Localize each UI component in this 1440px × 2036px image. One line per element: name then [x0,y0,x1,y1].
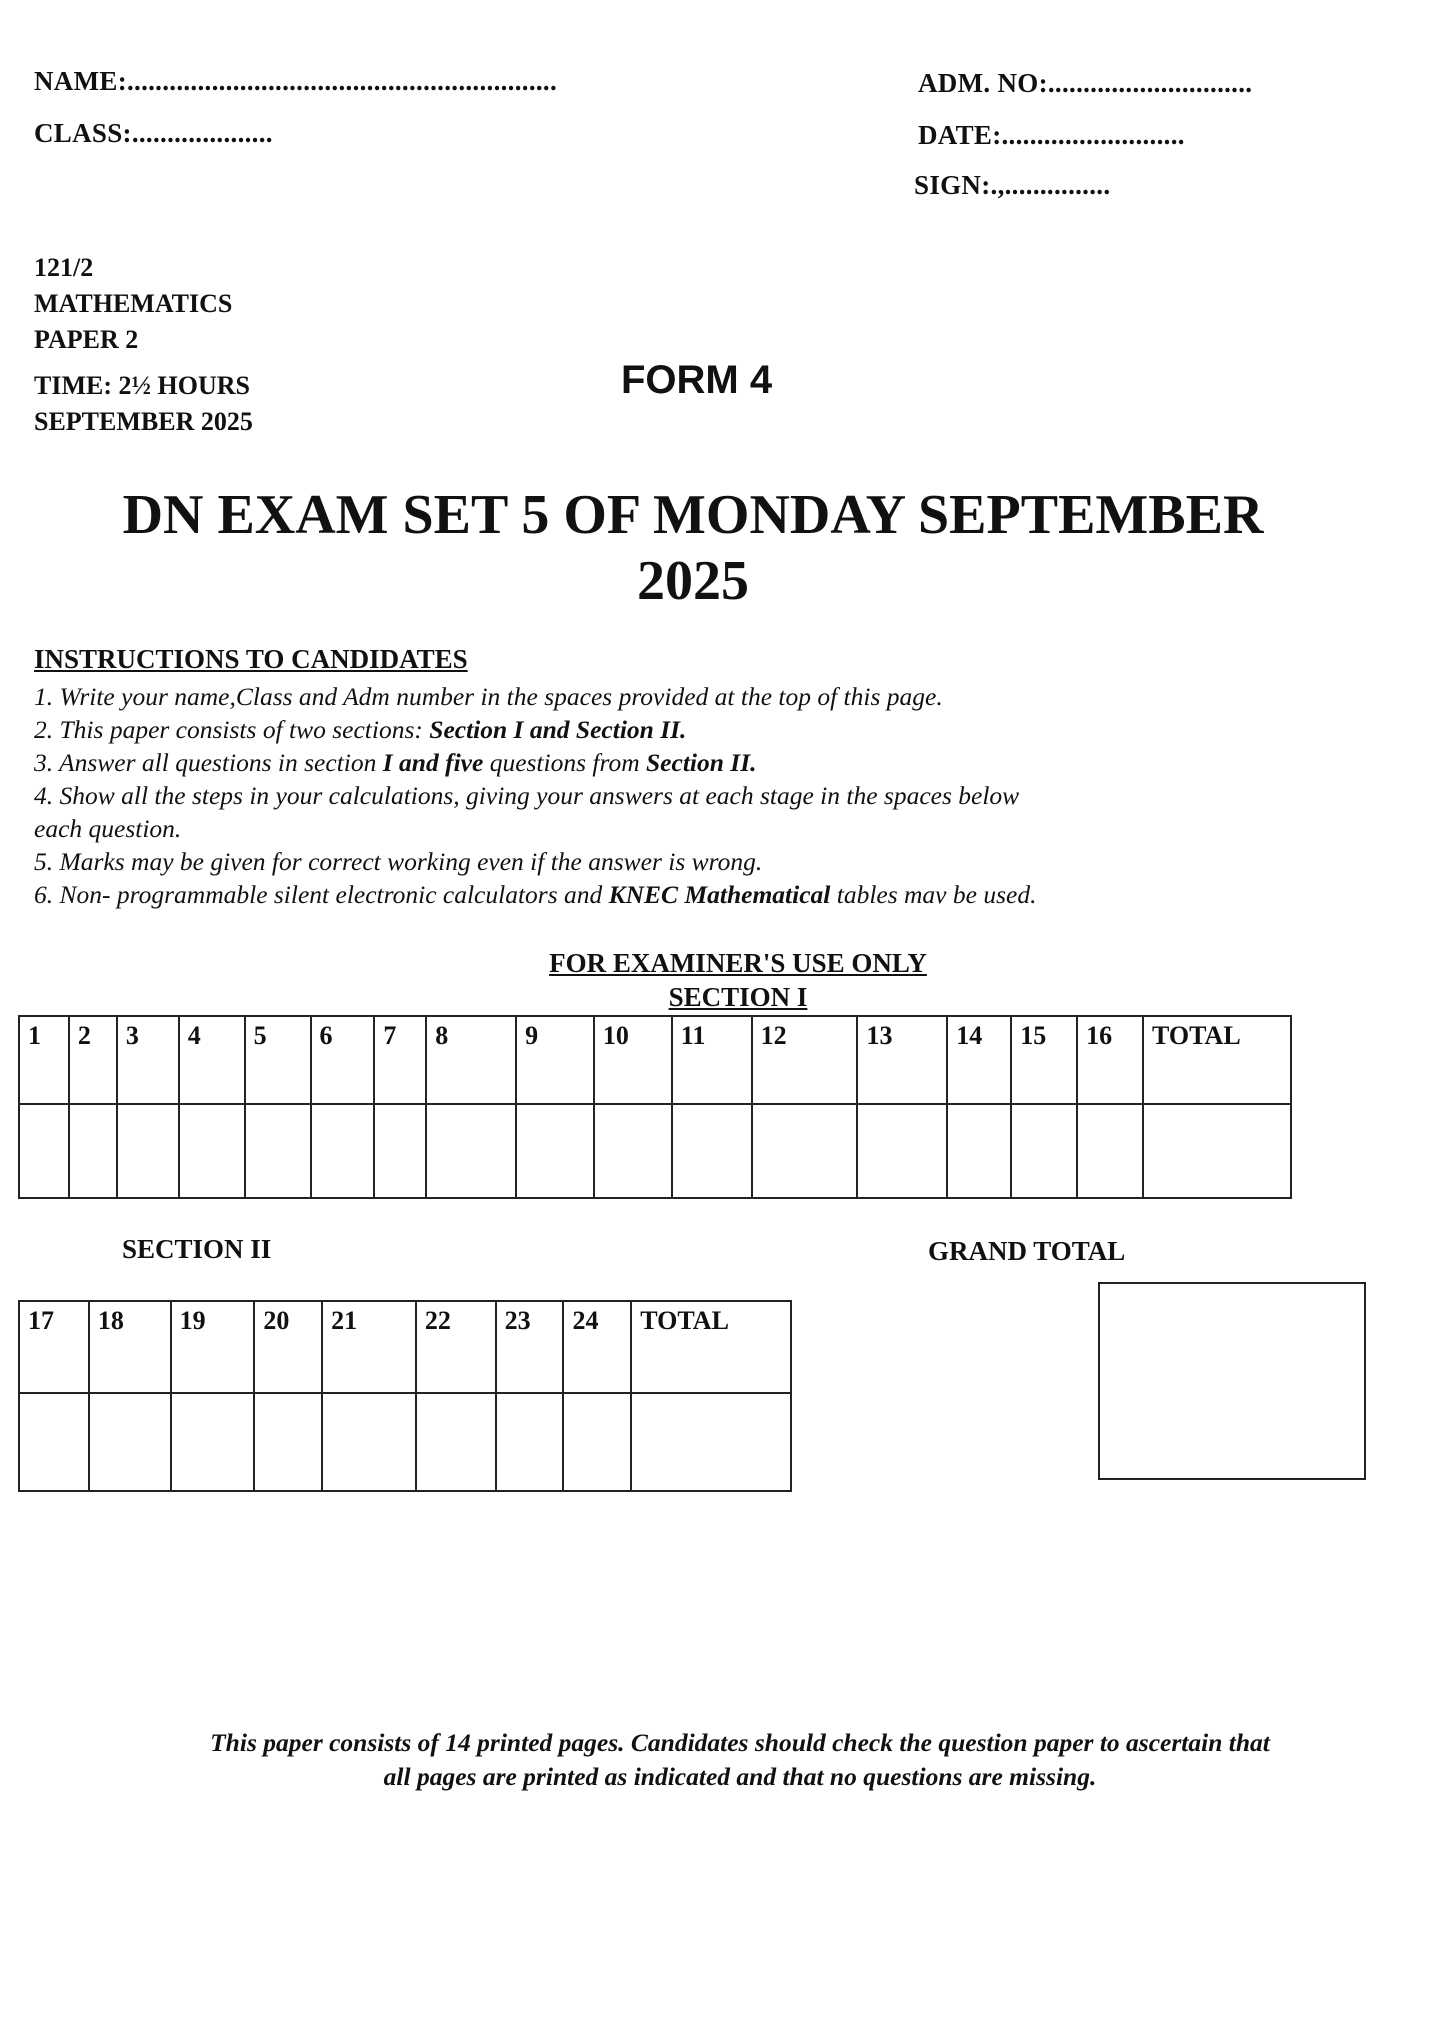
grand-total-label: GRAND TOTAL [928,1236,1126,1266]
footer-line-1: This paper consists of 14 printed pages. Candidates should check the question paper to ascertain that [210,1728,1270,1757]
section1-col-13: 13 [857,1016,947,1104]
instruction-2-bold: Section I and Section II. [429,715,687,744]
section1-score-cell-11[interactable] [672,1104,752,1198]
sign-field[interactable]: SIGN:.,............... [914,170,1111,200]
section2-score-cell-22[interactable] [416,1393,496,1491]
form-level: FORM 4 [621,358,773,402]
section1-col-12: 12 [752,1016,858,1104]
instruction-3 [34,746,1364,779]
section1-score-cell-total[interactable] [1143,1104,1291,1198]
grand-total-box[interactable] [1098,1282,1366,1480]
section2-score-cell-19[interactable] [171,1393,255,1491]
instruction-6 [34,878,1364,911]
instruction-1: 1. Write your name,Class and Adm number in the spaces provided at the top of this page. [34,682,943,711]
section2-col-21: 21 [322,1301,416,1393]
section1-score-cell-10[interactable] [594,1104,672,1198]
section2-score-cell-total[interactable] [631,1393,791,1491]
section1-score-cell-16[interactable] [1077,1104,1143,1198]
section2-score-cell-21[interactable] [322,1393,416,1491]
section1-col-total: TOTAL [1143,1016,1291,1104]
section-1-score-row [19,1104,1291,1198]
section1-col-6: 6 [311,1016,375,1104]
paper-meta [34,250,232,358]
section1-score-cell-9[interactable] [516,1104,594,1198]
section2-col-18: 18 [89,1301,171,1393]
instruction-5: 5. Marks may be given for correct working even if the answer is wrong. [34,847,763,876]
section1-col-4: 4 [179,1016,245,1104]
exam-title [0,482,1386,614]
section1-score-cell-5[interactable] [245,1104,311,1198]
section1-col-11: 11 [672,1016,752,1104]
section1-score-cell-13[interactable] [857,1104,947,1198]
subject: MATHEMATICS [34,289,233,318]
section2-score-cell-23[interactable] [496,1393,564,1491]
section1-score-cell-12[interactable] [752,1104,858,1198]
section2-col-24: 24 [563,1301,631,1393]
footer-line-2: all pages are printed as indicated and that no questions are missing. [383,1762,1097,1791]
section1-score-cell-15[interactable] [1011,1104,1077,1198]
section1-col-7: 7 [374,1016,426,1104]
section1-col-2: 2 [69,1016,117,1104]
instructions-heading: INSTRUCTIONS TO CANDIDATES [34,644,468,674]
section1-score-cell-3[interactable] [117,1104,179,1198]
time-meta [34,368,253,440]
section1-score-cell-8[interactable] [426,1104,516,1198]
section1-col-9: 9 [516,1016,594,1104]
section2-score-cell-24[interactable] [563,1393,631,1491]
section-2-score-row [19,1393,791,1491]
instruction-2 [34,713,1364,746]
instruction-3-text: 3. Answer all questions in section [34,748,383,777]
section2-col-22: 22 [416,1301,496,1393]
section1-score-cell-7[interactable] [374,1104,426,1198]
class-field[interactable]: CLASS:.................... [34,118,273,148]
section1-col-16: 16 [1077,1016,1143,1104]
paper-number: PAPER 2 [34,325,139,354]
section-2-label: SECTION II [122,1234,272,1264]
footer-note [0,1726,1440,1794]
adm-no-field[interactable]: ADM. NO:............................. [918,68,1253,98]
section-1-table [18,1015,1292,1199]
section2-col-total: TOTAL [631,1301,791,1393]
duration: TIME: 2½ HOURS [34,371,250,400]
instruction-4a: 4. Show all the steps in your calculations, giving your answers at each stage in the spaces below [34,781,1020,810]
section1-score-cell-2[interactable] [69,1104,117,1198]
date-field[interactable]: DATE:.......................... [918,120,1185,150]
section1-col-1: 1 [19,1016,69,1104]
exam-month: SEPTEMBER 2025 [34,407,253,436]
instruction-3-bold: I and five [382,748,484,777]
section2-score-cell-18[interactable] [89,1393,171,1491]
paper-code: 121/2 [34,253,94,282]
section-2-table [18,1300,792,1492]
section2-col-19: 19 [171,1301,255,1393]
section2-col-20: 20 [254,1301,322,1393]
section1-score-cell-4[interactable] [179,1104,245,1198]
exam-title-line2: 2025 [637,550,749,612]
section1-score-cell-14[interactable] [947,1104,1011,1198]
instruction-3-text2: questions from [483,748,646,777]
section2-col-23: 23 [496,1301,564,1393]
name-field[interactable]: NAME:............................................................. [34,66,558,96]
instruction-3-bold2: Section II. [646,748,757,777]
section1-score-cell-6[interactable] [311,1104,375,1198]
section2-score-cell-20[interactable] [254,1393,322,1491]
instruction-6-text2: tables mav be used. [830,880,1037,909]
section1-col-15: 15 [1011,1016,1077,1104]
instructions-list [34,680,1364,911]
examiner-heading: FOR EXAMINER'S USE ONLY [549,948,927,978]
instruction-2-text: 2. This paper consists of two sections: [34,715,430,744]
section1-col-14: 14 [947,1016,1011,1104]
section-2-header-row [19,1301,791,1393]
instruction-4b: each question. [34,814,182,843]
exam-title-line1: DN EXAM SET 5 OF MONDAY SEPTEMBER [122,484,1264,546]
instruction-6-text: 6. Non- programmable silent electronic calculators and [34,880,609,909]
section2-col-17: 17 [19,1301,89,1393]
section1-col-10: 10 [594,1016,672,1104]
section-1-label: SECTION I [668,982,808,1012]
section1-score-cell-1[interactable] [19,1104,69,1198]
section1-col-8: 8 [426,1016,516,1104]
section1-col-5: 5 [245,1016,311,1104]
instruction-6-bold: KNEC Mathematical [608,880,831,909]
section-1-header-row [19,1016,1291,1104]
section2-score-cell-17[interactable] [19,1393,89,1491]
section1-col-3: 3 [117,1016,179,1104]
